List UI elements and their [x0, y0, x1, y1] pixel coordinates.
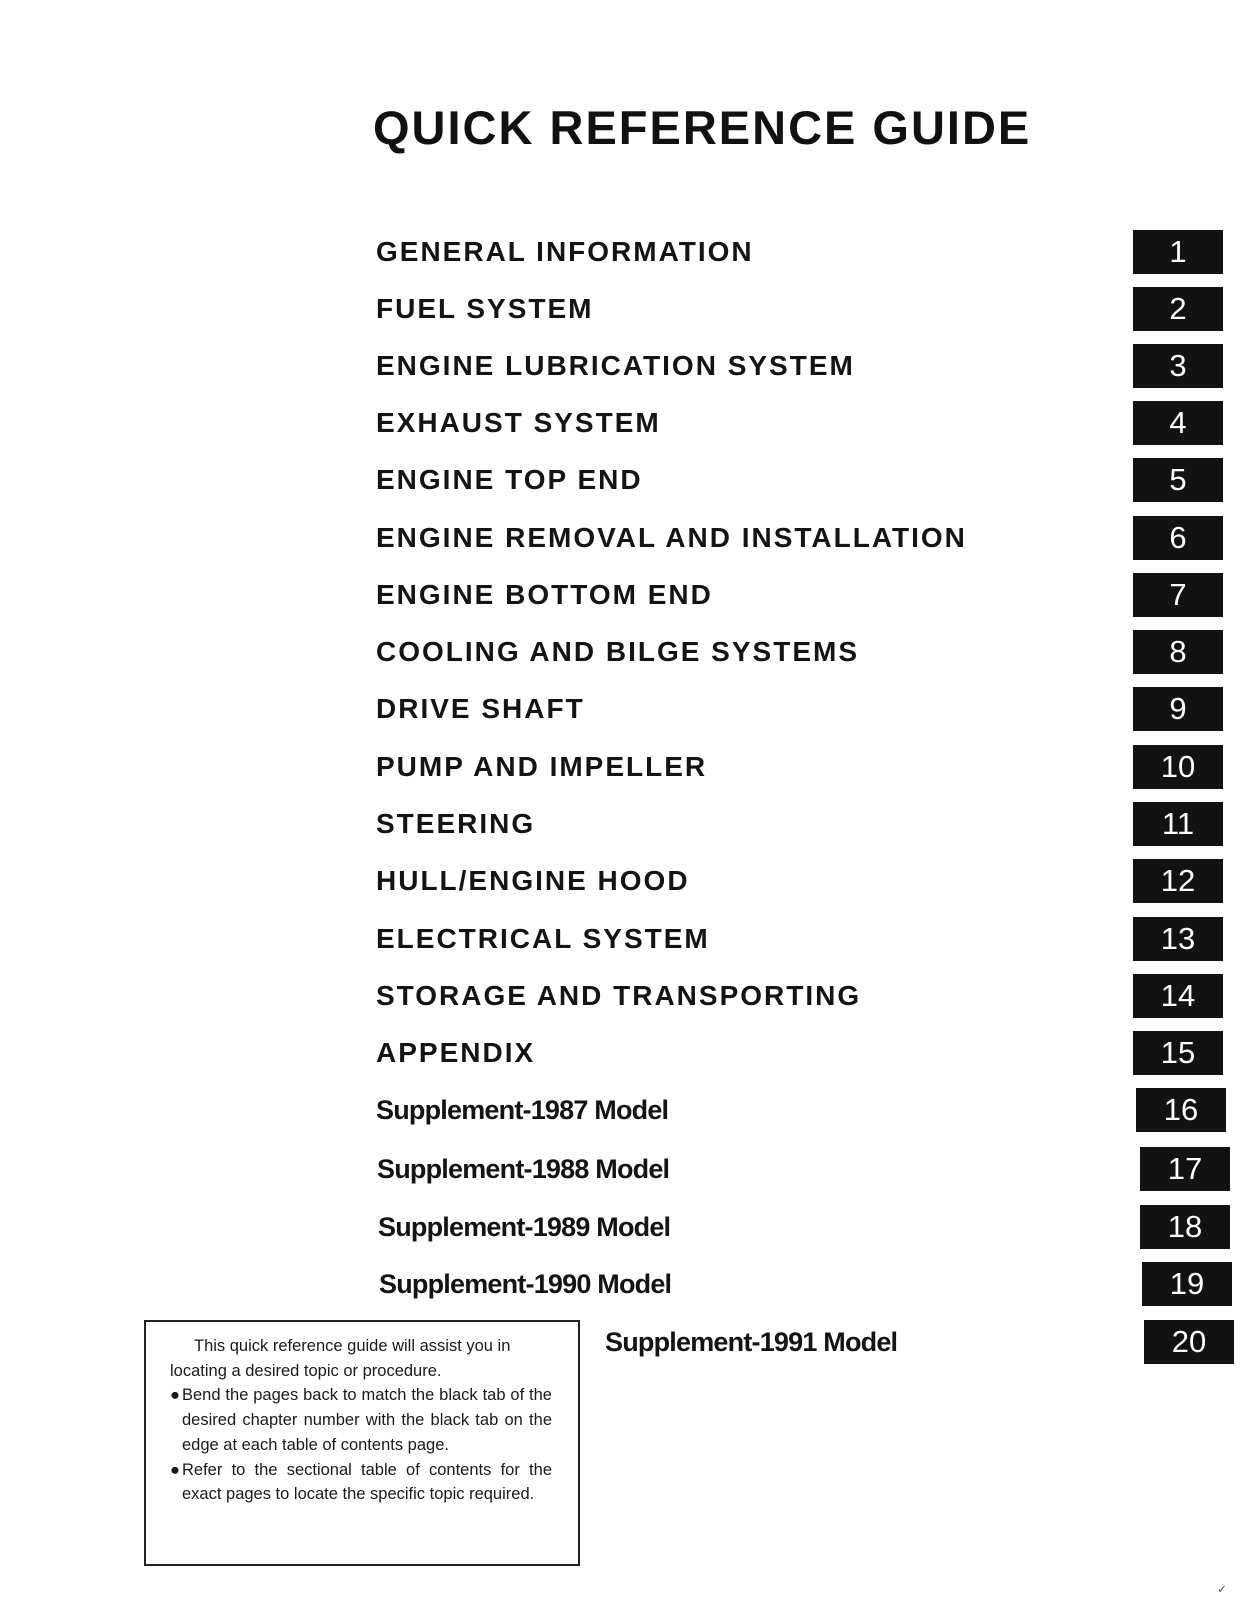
chapter-title: PUMP AND IMPELLER [376, 751, 708, 782]
chapter-title: HULL/ENGINE HOOD [376, 865, 690, 896]
chapter-row[interactable] [376, 859, 1226, 903]
chapter-title: Supplement-1988 Model [377, 1154, 670, 1184]
chapter-row[interactable] [376, 516, 1226, 560]
chapter-tab[interactable]: 5 [1133, 458, 1223, 502]
chapter-tab[interactable]: 2 [1133, 287, 1223, 331]
chapter-tab[interactable]: 20 [1144, 1320, 1234, 1364]
chapter-row[interactable] [376, 687, 1226, 731]
chapter-tab[interactable]: 12 [1133, 859, 1223, 903]
page-title: QUICK REFERENCE GUIDE [373, 101, 1032, 154]
chapter-tab[interactable]: 3 [1133, 344, 1223, 388]
chapter-tab[interactable]: 18 [1140, 1205, 1230, 1249]
chapter-tab[interactable]: 8 [1133, 630, 1223, 674]
chapter-title: Supplement-1987 Model [376, 1095, 669, 1125]
chapter-title: DRIVE SHAFT [376, 693, 585, 724]
bullet-icon: ● [170, 1386, 180, 1405]
usage-note-bullet-text: Bend the pages back to match the black tab of the desired chapter number with the black tab on the edge at each table of contents page. [182, 1386, 552, 1454]
chapter-row[interactable] [376, 974, 1226, 1018]
chapter-row[interactable] [376, 917, 1226, 961]
chapter-tab[interactable]: 11 [1133, 802, 1223, 846]
chapter-title: ELECTRICAL SYSTEM [376, 923, 710, 954]
chapter-tab[interactable]: 4 [1133, 401, 1223, 445]
chapter-title: Supplement-1990 Model [379, 1269, 672, 1299]
chapter-tab[interactable]: 7 [1133, 573, 1223, 617]
chapter-row[interactable] [376, 401, 1226, 445]
usage-note-intro: This quick reference guide will assist you in locating a desired topic or procedure. [170, 1337, 511, 1380]
chapter-row[interactable] [376, 458, 1226, 502]
chapter-title: STORAGE AND TRANSPORTING [376, 980, 862, 1011]
chapter-title: ENGINE BOTTOM END [376, 579, 713, 610]
chapter-title: ENGINE LUBRICATION SYSTEM [376, 350, 855, 381]
chapter-title: STEERING [376, 808, 536, 839]
chapter-row[interactable] [376, 1147, 1226, 1191]
chapter-row[interactable] [376, 1205, 1226, 1249]
chapter-tab[interactable]: 13 [1133, 917, 1223, 961]
chapter-title: FUEL SYSTEM [376, 293, 594, 324]
chapter-row[interactable] [376, 1031, 1226, 1075]
chapter-row[interactable] [376, 230, 1226, 274]
usage-note-bullet-text: Refer to the sectional table of contents for the exact pages to locate the specific topic required. [182, 1460, 552, 1504]
chapter-title: COOLING AND BILGE SYSTEMS [376, 636, 859, 667]
chapter-row[interactable] [376, 802, 1226, 846]
chapter-title: GENERAL INFORMATION [376, 236, 754, 267]
stray-mark: ✓ [1217, 1582, 1228, 1596]
usage-note-bullet [170, 1458, 552, 1507]
chapter-row[interactable] [376, 344, 1226, 388]
chapter-row[interactable] [376, 745, 1226, 789]
chapter-title: Supplement-1989 Model [378, 1212, 671, 1242]
chapter-row[interactable] [376, 1088, 1226, 1132]
chapter-row[interactable] [376, 1262, 1226, 1306]
chapter-row[interactable] [376, 287, 1226, 331]
chapter-title: Supplement-1991 Model [605, 1327, 898, 1357]
usage-note-bullet [170, 1383, 552, 1457]
chapter-title: ENGINE TOP END [376, 464, 643, 495]
chapter-title: ENGINE REMOVAL AND INSTALLATION [376, 522, 967, 553]
chapter-tab[interactable]: 10 [1133, 745, 1223, 789]
chapter-tab[interactable]: 14 [1133, 974, 1223, 1018]
chapter-row[interactable] [376, 573, 1226, 617]
chapter-tab[interactable]: 9 [1133, 687, 1223, 731]
chapter-title: EXHAUST SYSTEM [376, 407, 661, 438]
chapter-tab[interactable]: 1 [1133, 230, 1223, 274]
usage-note-box [144, 1320, 580, 1566]
bullet-icon: ● [170, 1460, 180, 1479]
chapter-tab[interactable]: 15 [1133, 1031, 1223, 1075]
chapter-title: APPENDIX [376, 1037, 536, 1068]
chapter-tab[interactable]: 17 [1140, 1147, 1230, 1191]
chapter-tab[interactable]: 6 [1133, 516, 1223, 560]
chapter-tab[interactable]: 19 [1142, 1262, 1232, 1306]
chapter-row[interactable] [376, 630, 1226, 674]
chapter-tab[interactable]: 16 [1136, 1088, 1226, 1132]
